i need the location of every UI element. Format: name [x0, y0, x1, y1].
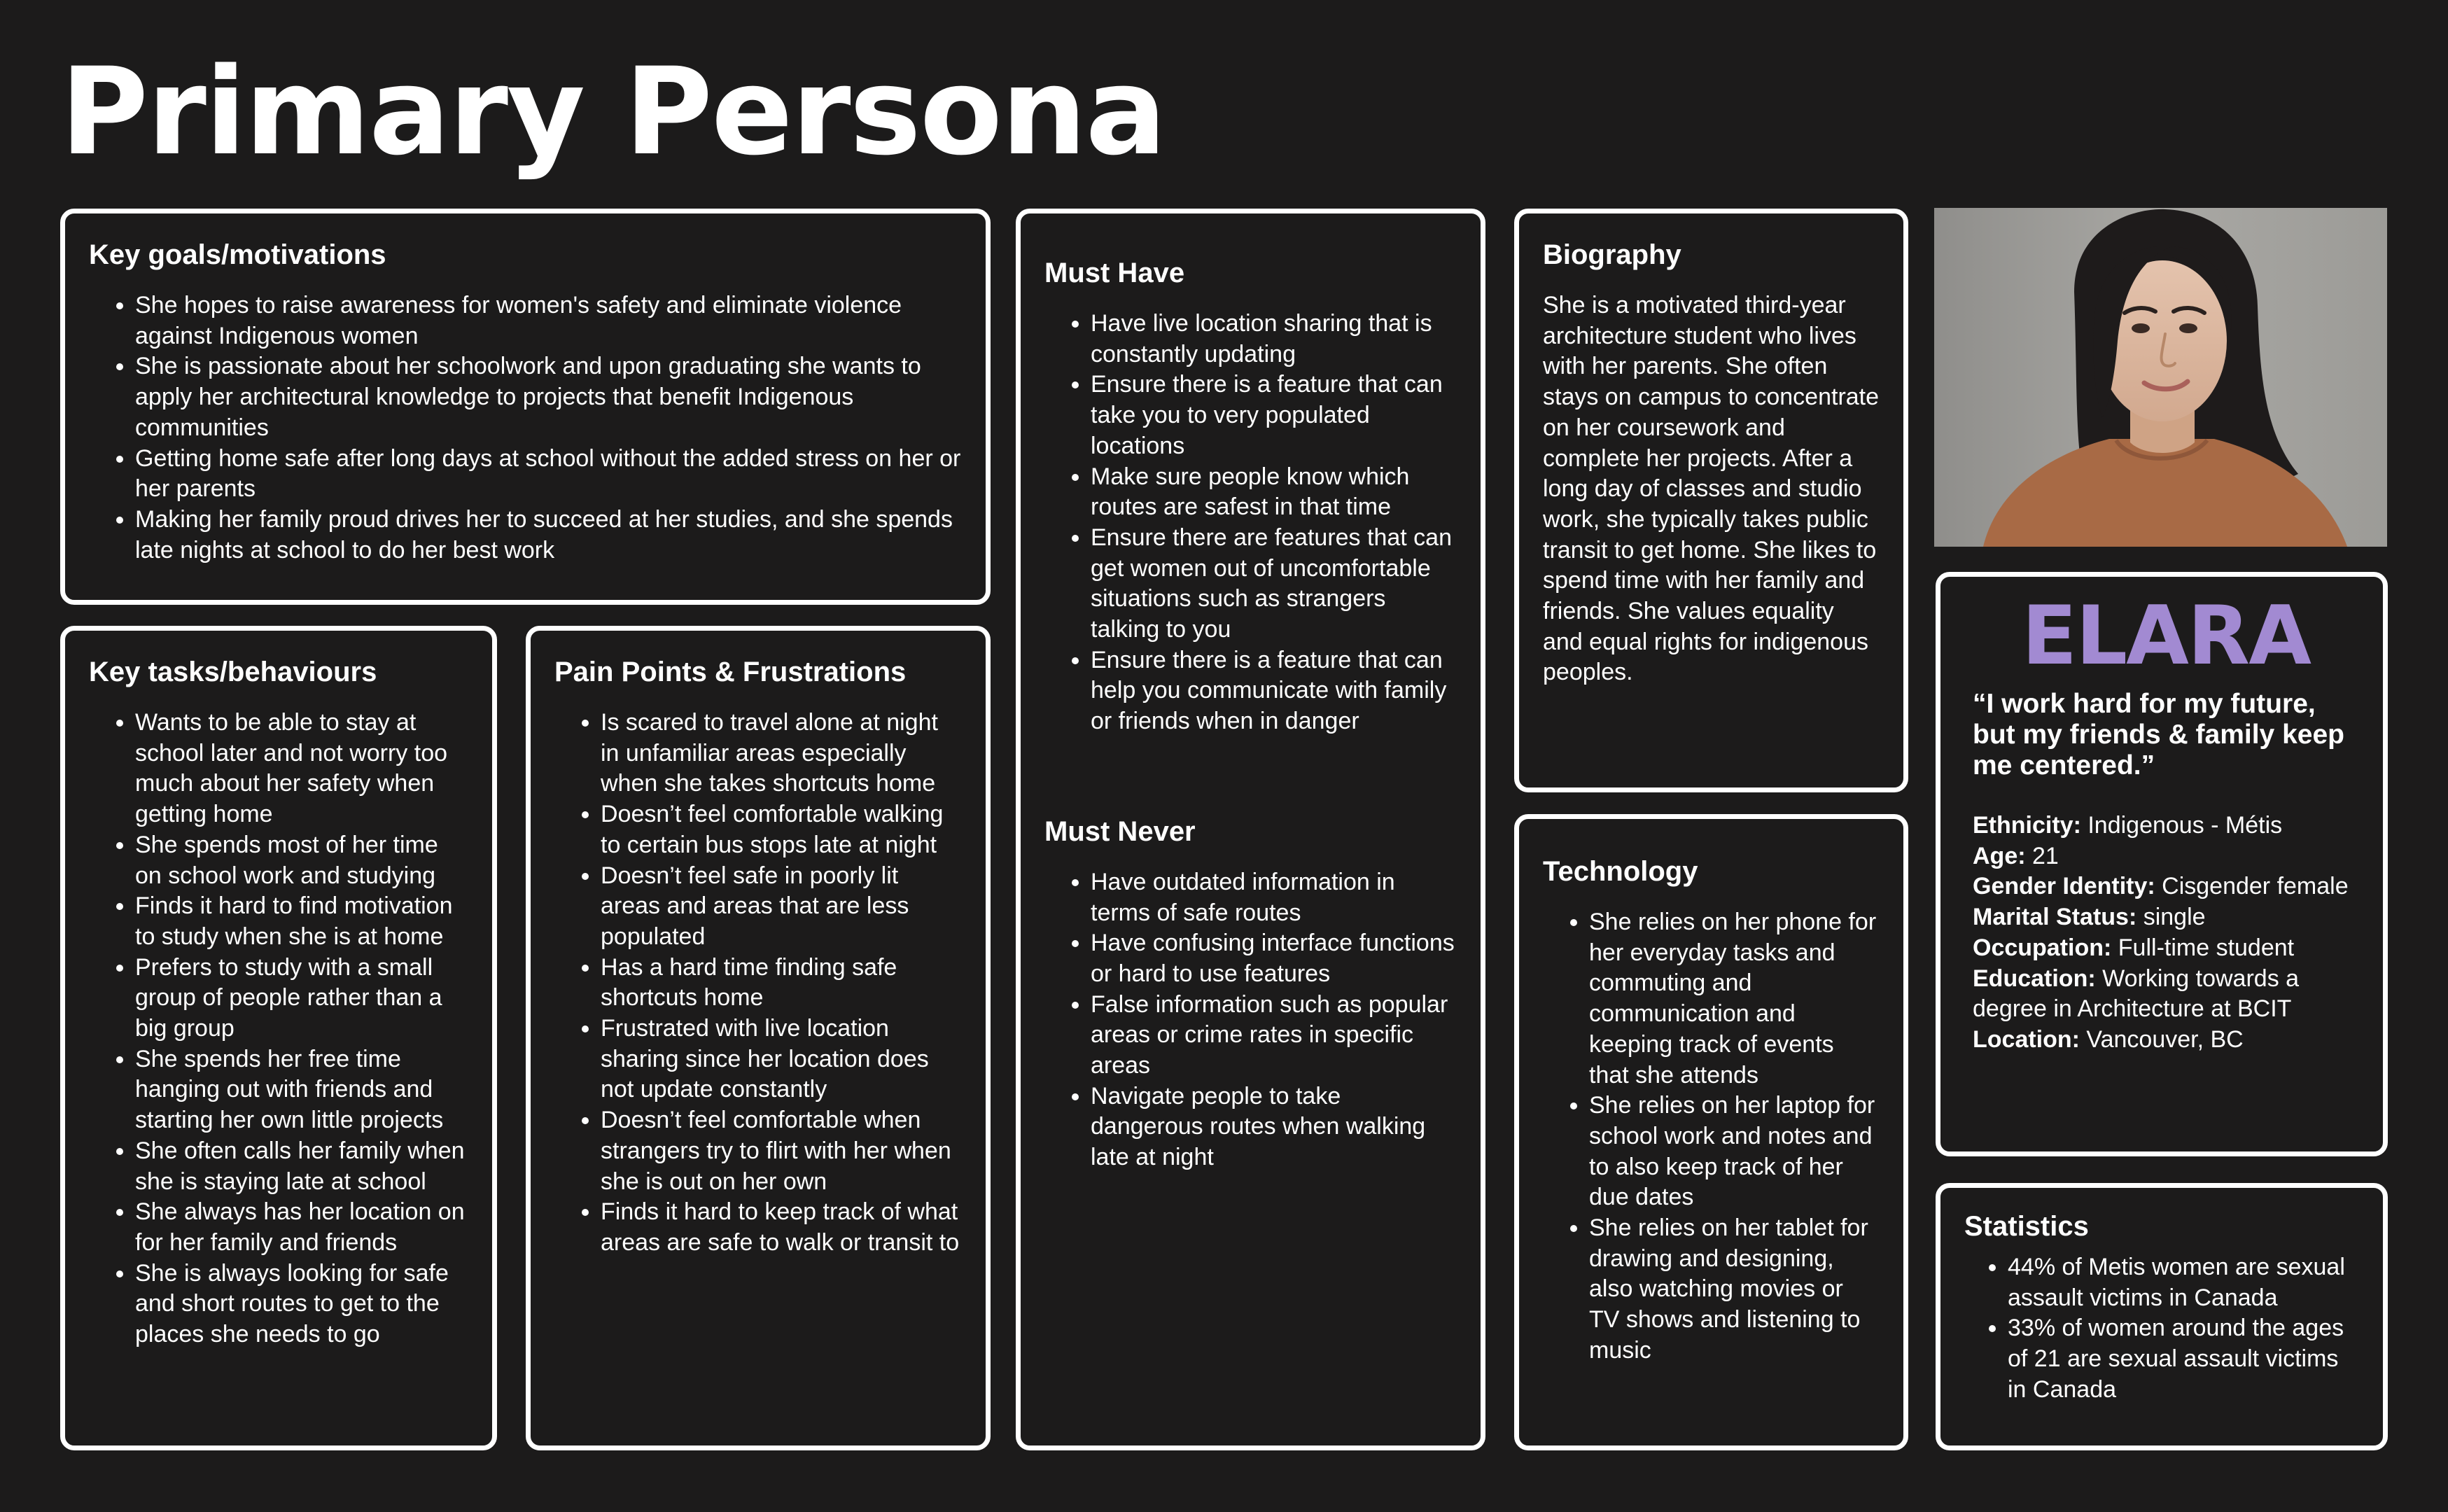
detail-label: Location:: [1973, 1026, 2080, 1053]
must-have-heading: Must Have: [1044, 258, 1185, 288]
must-never-list: [1044, 867, 1457, 1173]
goals-item: • Getting home safe after long days at school without the added stress on her or her parents: [135, 444, 962, 505]
tasks-item: • She always has her location on for her family and friends: [135, 1197, 468, 1258]
detail-ethnicity: [1973, 811, 2359, 841]
biography-text: She is a motivated third-year architecture student who lives with her parents. She often stays on campus to concentrate on her coursework and complete her projects. After a long day of classes and studio work, she typically takes public transit to get home. She likes to spend time with her family and friends. She values equality and equal rights for indigenous peoples.: [1543, 292, 1880, 686]
persona-photo: [1934, 208, 2387, 547]
detail-label: Education:: [1973, 965, 2096, 992]
detail-marital-status: [1973, 902, 2359, 933]
persona-name: ELARA: [2021, 589, 2311, 683]
tasks-item: • Wants to be able to stay at school later and not worry too much about her safety when getting home: [135, 708, 468, 830]
detail-value: single: [2136, 904, 2206, 931]
persona-quote: “I work hard for my future, but my friends & family keep me centered.”: [1973, 689, 2344, 780]
must-never-heading: Must Never: [1044, 816, 1196, 847]
must-card: [1016, 209, 1485, 1450]
pain-points-card: [526, 626, 991, 1450]
pain-points-item: • Doesn’t feel safe in poorly lit areas and areas that are less populated: [601, 861, 962, 953]
detail-label: Gender Identity:: [1973, 873, 2155, 900]
pain-points-list: [554, 708, 962, 1259]
detail-label: Marital Status:: [1973, 904, 2137, 931]
tasks-list: [89, 708, 468, 1350]
technology-item: • She relies on her tablet for drawing and designing, also watching movies or TV shows and listening to music: [1589, 1213, 1880, 1366]
detail-age: [1973, 841, 2359, 872]
pain-points-item: • Finds it hard to keep track of what areas are safe to walk or transit to: [601, 1197, 962, 1258]
statistics-heading: Statistics: [1964, 1211, 2089, 1242]
detail-value: Full-time student: [2111, 934, 2295, 961]
technology-item: • She relies on her laptop for school work and notes and to also keep track of her due dates: [1589, 1091, 1880, 1213]
must-never-item: • Have confusing interface functions or hard to use features: [1091, 928, 1457, 989]
must-have-item: • Ensure there is a feature that can take you to very populated locations: [1091, 370, 1457, 461]
technology-heading: Technology: [1543, 856, 1698, 887]
statistics-item: • 44% of Metis women are sexual assault victims in Canada: [2008, 1252, 2359, 1313]
tasks-heading: Key tasks/behaviours: [89, 657, 377, 687]
tasks-item: • She spends her free time hanging out with friends and starting her own little projects: [135, 1044, 468, 1136]
detail-value: Indigenous - Métis: [2080, 812, 2283, 839]
technology-card: [1514, 814, 1908, 1450]
detail-education: [1973, 964, 2359, 1025]
detail-location: [1973, 1025, 2359, 1056]
goals-heading: Key goals/motivations: [89, 239, 386, 270]
pain-points-item: • Is scared to travel alone at night in unfamiliar areas especially when she takes shortcuts home: [601, 708, 962, 799]
statistics-item: • 33% of women around the ages of 21 are sexual assault victims in Canada: [2008, 1313, 2359, 1405]
detail-value: 21: [2025, 842, 2059, 869]
must-never-item: • Have outdated information in terms of safe routes: [1091, 867, 1457, 928]
must-have-item: • Make sure people know which routes are safest in that time: [1091, 462, 1457, 523]
detail-label: Ethnicity:: [1973, 812, 2081, 839]
goals-card: [60, 209, 991, 605]
must-have-item: • Have live location sharing that is constantly updating: [1091, 309, 1457, 370]
detail-value: Vancouver, BC: [2079, 1026, 2244, 1053]
statistics-card: [1936, 1183, 2388, 1450]
statistics-list: [1964, 1252, 2359, 1406]
goals-item: • She hopes to raise awareness for women's safety and eliminate violence against Indigenous women: [135, 290, 962, 351]
pain-points-heading: Pain Points & Frustrations: [554, 657, 907, 687]
must-have-item: • Ensure there is a feature that can help you communicate with family or friends when in danger: [1091, 645, 1457, 737]
tasks-item: • She is always looking for safe and short routes to get to the places she needs to go: [135, 1259, 468, 1350]
tasks-item: • She spends most of her time on school work and studying: [135, 830, 468, 891]
biography-heading: Biography: [1543, 239, 1681, 270]
pain-points-item: • Doesn’t feel comfortable walking to certain bus stops late at night: [601, 799, 962, 860]
persona-portrait: [1934, 208, 2387, 547]
technology-list: [1543, 907, 1880, 1366]
must-have-item: • Ensure there are features that can get women out of uncomfortable situations such as strangers talking to you: [1091, 523, 1457, 645]
tasks-card: [60, 626, 497, 1450]
pain-points-item: • Doesn’t feel comfortable when strangers try to flirt with her when she is out on her own: [601, 1105, 962, 1197]
technology-item: • She relies on her phone for her everyday tasks and commuting and communication and keeping track of events that she attends: [1589, 907, 1880, 1091]
must-never-item: • Navigate people to take dangerous routes when walking late at night: [1091, 1082, 1457, 1173]
pain-points-item: • Has a hard time finding safe shortcuts home: [601, 953, 962, 1014]
detail-occupation: [1973, 933, 2359, 964]
pain-points-item: • Frustrated with live location sharing since her location does not update constantly: [601, 1014, 962, 1105]
goals-item: • Making her family proud drives her to succeed at her studies, and she spends late nights at school to do her best work: [135, 505, 962, 566]
must-never-item: • False information such as popular areas or crime rates in specific areas: [1091, 990, 1457, 1082]
detail-value: Working towards a degree in Architecture at BCIT: [1973, 965, 2300, 1023]
biography-card: [1514, 209, 1908, 792]
tasks-item: • Prefers to study with a small group of people rather than a big group: [135, 953, 468, 1044]
detail-gender-identity: [1973, 872, 2359, 902]
must-have-list: [1044, 309, 1457, 737]
detail-label: Age:: [1973, 842, 2026, 869]
goals-list: [89, 290, 962, 566]
tasks-item: • Finds it hard to find motivation to study when she is at home: [135, 891, 468, 952]
goals-item: • She is passionate about her schoolwork and upon graduating she wants to apply her architectural knowledge to projects that benefit Indigenous communities: [135, 351, 962, 443]
profile-card: [1936, 572, 2388, 1156]
detail-label: Occupation:: [1973, 934, 2112, 961]
page-title: Primary Persona: [60, 41, 1166, 182]
tasks-item: • She often calls her family when she is staying late at school: [135, 1136, 468, 1197]
detail-value: Cisgender female: [2155, 873, 2349, 900]
